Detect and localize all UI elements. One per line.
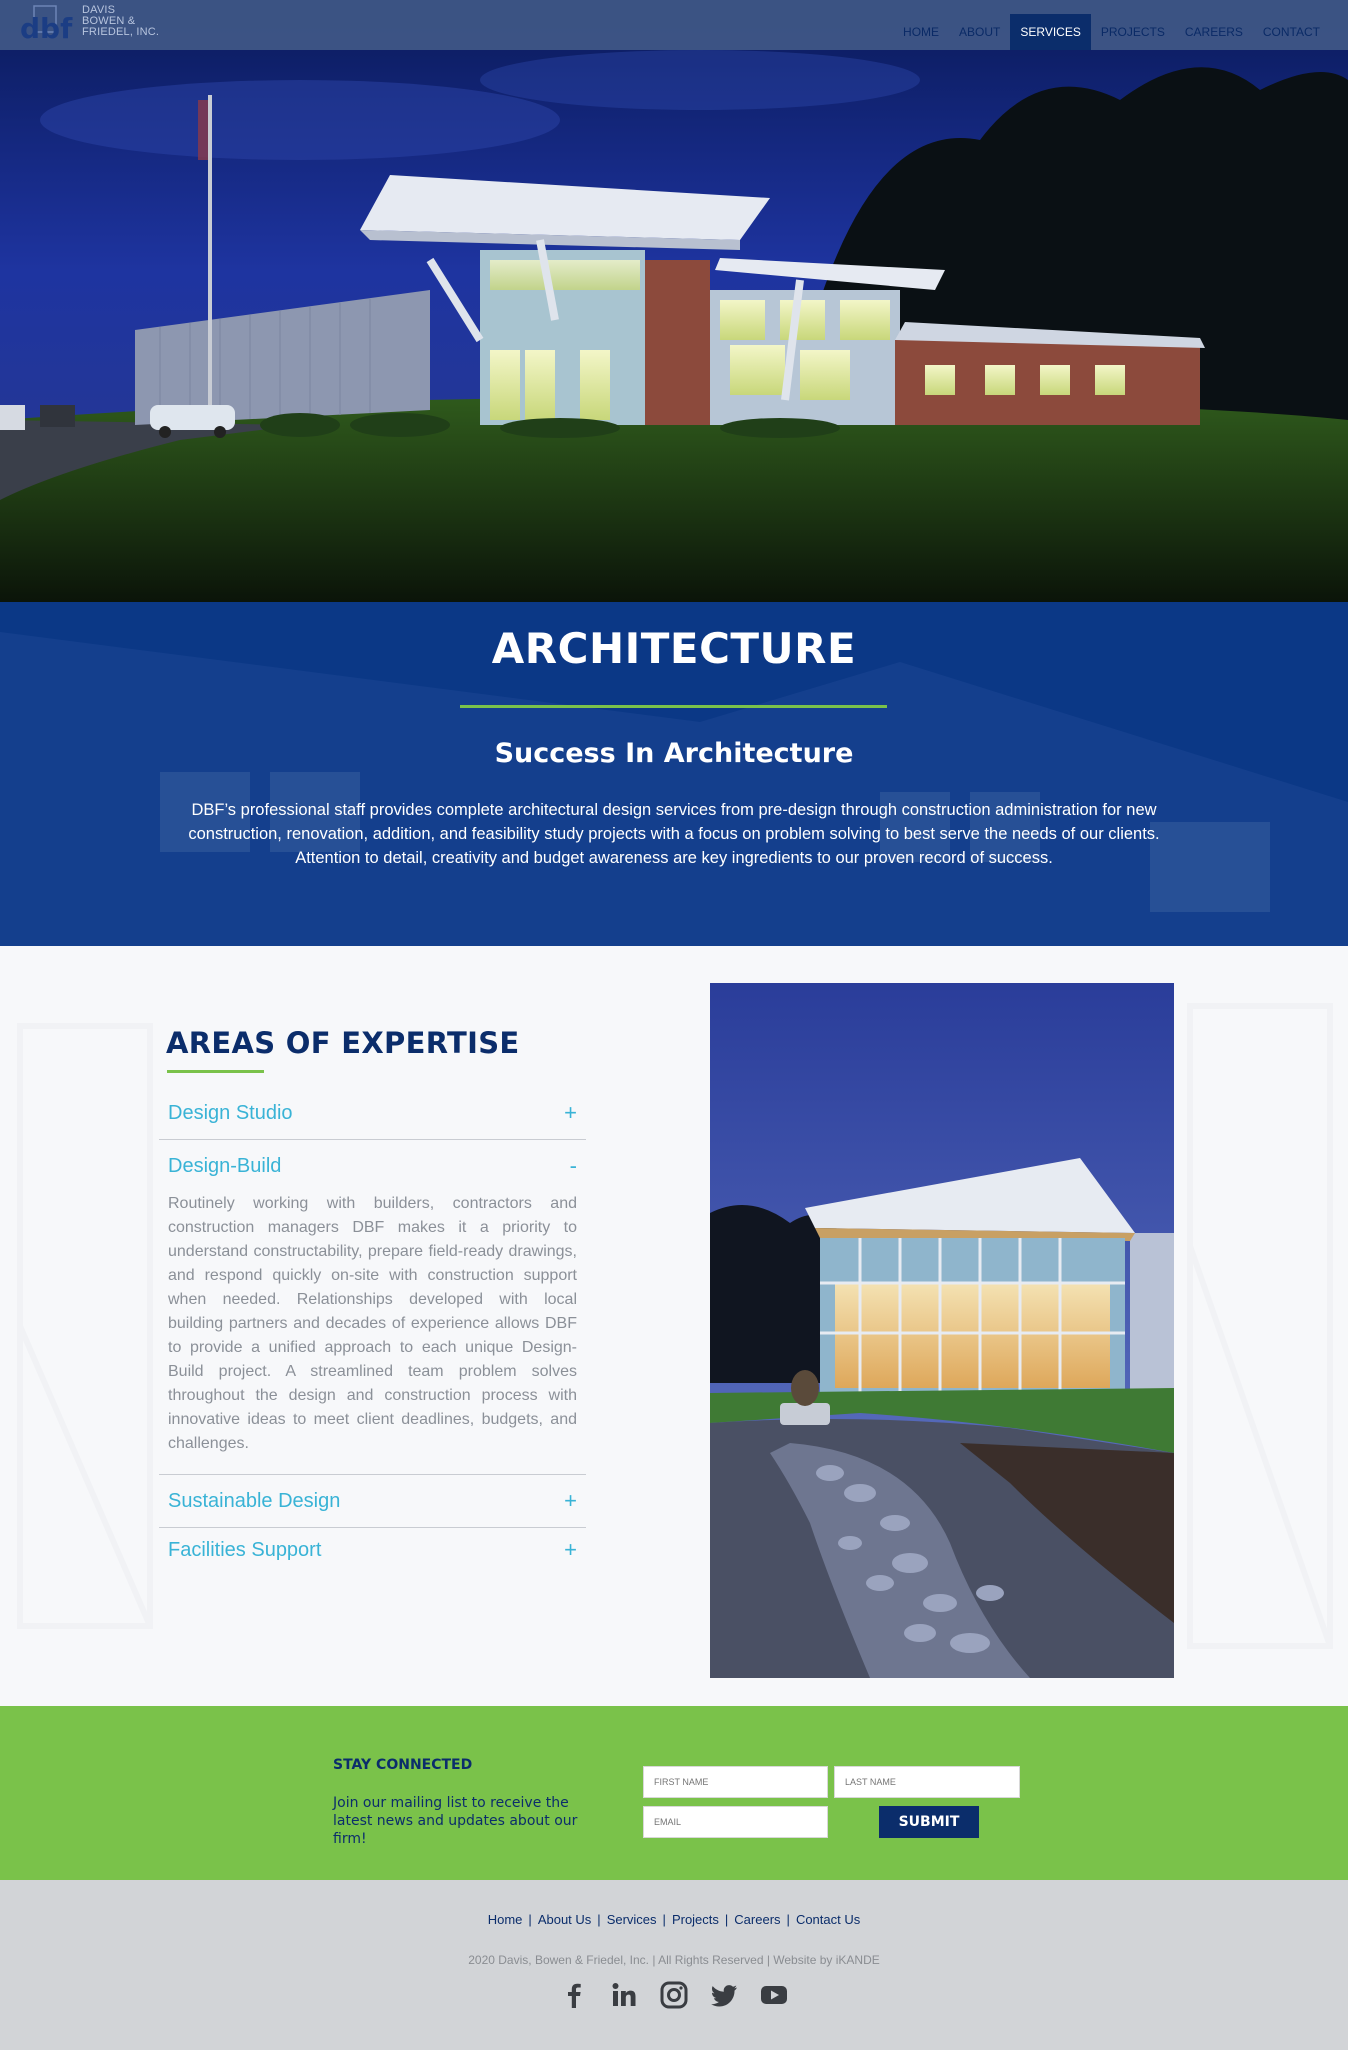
newsletter-title: STAY CONNECTED — [333, 1757, 473, 1773]
email-field[interactable] — [643, 1806, 828, 1838]
separator: | — [528, 1912, 532, 1927]
last-name-field[interactable] — [834, 1766, 1020, 1798]
submit-button[interactable]: SUBMIT — [879, 1806, 979, 1838]
footer-link-about[interactable]: About Us — [537, 1912, 592, 1927]
accordion-label: Facilities Support — [168, 1538, 322, 1561]
accordion-item-design-studio[interactable] — [159, 1087, 586, 1139]
newsletter-signup — [0, 1706, 1348, 1880]
footer-link-projects[interactable]: Projects — [671, 1912, 719, 1927]
separator: | — [786, 1912, 790, 1927]
page-title: ARCHITECTURE — [491, 624, 857, 673]
pavilion-illustration — [710, 983, 1174, 1678]
separator: | — [662, 1912, 666, 1927]
hero-photo — [0, 0, 1348, 602]
logo-line: DAVIS — [82, 4, 116, 16]
accordion-label: Sustainable Design — [168, 1489, 341, 1512]
intro-paragraph: DBF’s professional staff provides complete architectural design services from pre-design through construction administration for new construction, renovation, addition, and feasibility study projects with a focus on problem solving to best serve the needs of our clients. Attention to detail, creativity and budget awareness are key ingredients to our proven record of success. — [188, 801, 1160, 867]
footer-link-contact[interactable]: Contact Us — [795, 1912, 861, 1927]
areas-of-expertise — [0, 946, 1348, 1706]
accordion — [159, 1087, 586, 1572]
accordion-content-design-build: Routinely working with builders, contractors and construction managers DBF makes it a priority to understand constructability, prepare field-ready drawings, and respond quickly on-site with construction support when needed. Relationships developed with local building partners and decades of experience allows DBF to provide a unified approach to each unique Design-Build project. A streamlined team problem solves throughout the design and construction process with innovative ideas to meet client deadlines, budgets, and challenges. — [168, 1195, 577, 1452]
svg-text:dbf: dbf — [20, 12, 73, 45]
section-subtitle: Success In Architecture — [494, 738, 854, 769]
company-logo[interactable] — [20, 4, 159, 46]
instagram-icon[interactable] — [659, 1980, 689, 2010]
accordion-label: Design Studio — [168, 1101, 293, 1124]
nav-contact[interactable]: CONTACT — [1262, 25, 1320, 39]
separator: | — [724, 1912, 729, 1927]
expand-icon[interactable]: + — [564, 1488, 577, 1513]
newsletter-description: Join our mailing list to receive the latest news and updates about our firm! — [333, 1795, 578, 1847]
separator: | — [597, 1912, 601, 1927]
site-footer — [0, 1880, 1348, 2050]
logo-line: BOWEN & — [82, 15, 136, 27]
hero-building-illustration — [0, 0, 1348, 602]
social-links — [0, 1980, 1348, 2010]
accordion-item-facilities-support[interactable] — [159, 1528, 586, 1572]
collapse-icon[interactable]: - — [569, 1153, 577, 1178]
accordion-item-design-build[interactable] — [159, 1140, 586, 1192]
footer-link-services[interactable]: Services — [606, 1912, 657, 1927]
expand-icon[interactable]: + — [564, 1537, 577, 1562]
footer-link-home[interactable]: Home — [487, 1912, 523, 1927]
site-header — [0, 0, 1348, 50]
linkedin-icon[interactable] — [609, 1980, 639, 2010]
footer-link-careers[interactable]: Careers — [734, 1912, 781, 1927]
facebook-icon[interactable] — [559, 1980, 589, 2010]
nav-about[interactable]: ABOUT — [959, 25, 1001, 39]
accordion-label: Design-Build — [168, 1154, 282, 1177]
main-nav — [893, 14, 1330, 50]
expertise-title: AREAS OF EXPERTISE — [166, 1026, 520, 1060]
nav-home[interactable]: HOME — [903, 25, 940, 39]
expand-icon[interactable]: + — [564, 1100, 577, 1125]
expertise-divider — [167, 1070, 264, 1073]
nav-services[interactable]: SERVICES — [1010, 14, 1090, 50]
logo-line: FRIEDEL, INC. — [82, 26, 160, 38]
accordion-item-sustainable-design[interactable] — [159, 1475, 586, 1527]
nav-projects[interactable]: PROJECTS — [1100, 25, 1165, 39]
youtube-icon[interactable] — [759, 1980, 789, 2010]
nav-careers[interactable]: CAREERS — [1184, 25, 1243, 39]
title-divider — [460, 705, 887, 708]
footer-nav — [0, 1912, 1348, 1927]
logo-wordmark — [82, 5, 159, 38]
project-photo — [710, 983, 1174, 1678]
architecture-intro — [0, 602, 1348, 946]
twitter-icon[interactable] — [709, 1980, 739, 2010]
first-name-field[interactable] — [643, 1766, 828, 1798]
dbf-logo-icon — [20, 4, 80, 46]
copyright-text: 2020 Davis, Bowen & Friedel, Inc. | All Rights Reserved | Website by iKANDE — [468, 1953, 880, 1967]
